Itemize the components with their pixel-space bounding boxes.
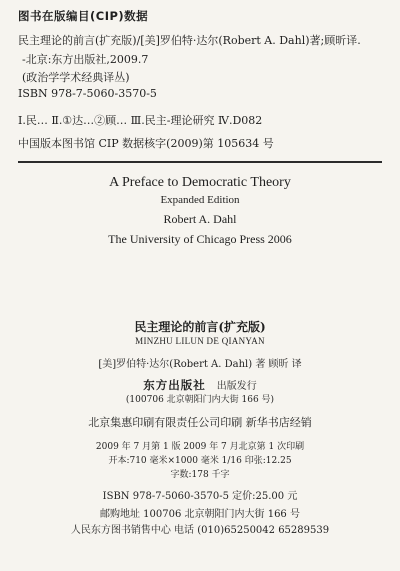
colophon-credits: [美]罗伯特·达尔(Robert A. Dahl) 著 顾昕 译 (98, 359, 302, 370)
original-publisher: The University of Chicago Press 2006 (108, 232, 292, 246)
original-edition: Expanded Edition (160, 194, 240, 206)
publisher-action: 出版发行 (216, 381, 257, 392)
edition-info: 2009 年 7 月第 1 版 2009 年 7 月北京第 1 次印刷 (95, 442, 305, 452)
postal-address: 邮购地址 100706 北京朝阳门内大街 166 号 (100, 509, 300, 520)
colophon-title: 民主理论的前言(扩充版) (134, 320, 266, 334)
word-count: 字数:178 千字 (170, 470, 230, 480)
cip-classification: Ⅰ.民… Ⅱ.①达…②顾… Ⅲ.民主-理论研究 Ⅳ.D082 (18, 114, 263, 127)
cip-divider (18, 161, 382, 163)
cip-isbn: ISBN 978-7-5060-3570-5 (18, 87, 157, 100)
publisher-address: (100706 北京朝阳门内大街 166 号) (125, 395, 275, 405)
publisher-line (0, 374, 400, 393)
original-title: A Preface to Democratic Theory (109, 175, 291, 190)
printing-info: 北京集惠印刷有限责任公司印刷 新华书店经销 (88, 416, 312, 429)
original-author: Robert A. Dahl (163, 212, 237, 226)
publisher-logo: 东方出版社 (143, 378, 206, 392)
sales-contact: 人民东方图书销售中心 电话 (010)65250042 65289539 (70, 525, 330, 536)
colophon-pinyin: MINZHU LILUN DE QIANYAN (135, 336, 265, 346)
cip-series-line: (政治学学术经典译丛) (22, 71, 130, 84)
cip-title-line: 民主理论的前言(扩充版)/[美]罗伯特·达尔(Robert A. Dahl)著;顾昕译. (18, 34, 361, 47)
cip-record-number: 中国版本图书馆 CIP 数据核字(2009)第 105634 号 (18, 137, 274, 150)
isbn-price: ISBN 978-7-5060-3570-5 定价:25.00 元 (102, 491, 298, 502)
cip-heading: 图书在版编目(CIP)数据 (18, 9, 149, 23)
cip-publisher-line: -北京:东方出版社,2009.7 (22, 53, 149, 66)
format-info: 开本:710 毫米×1000 毫米 1/16 印张:12.25 (108, 456, 292, 466)
